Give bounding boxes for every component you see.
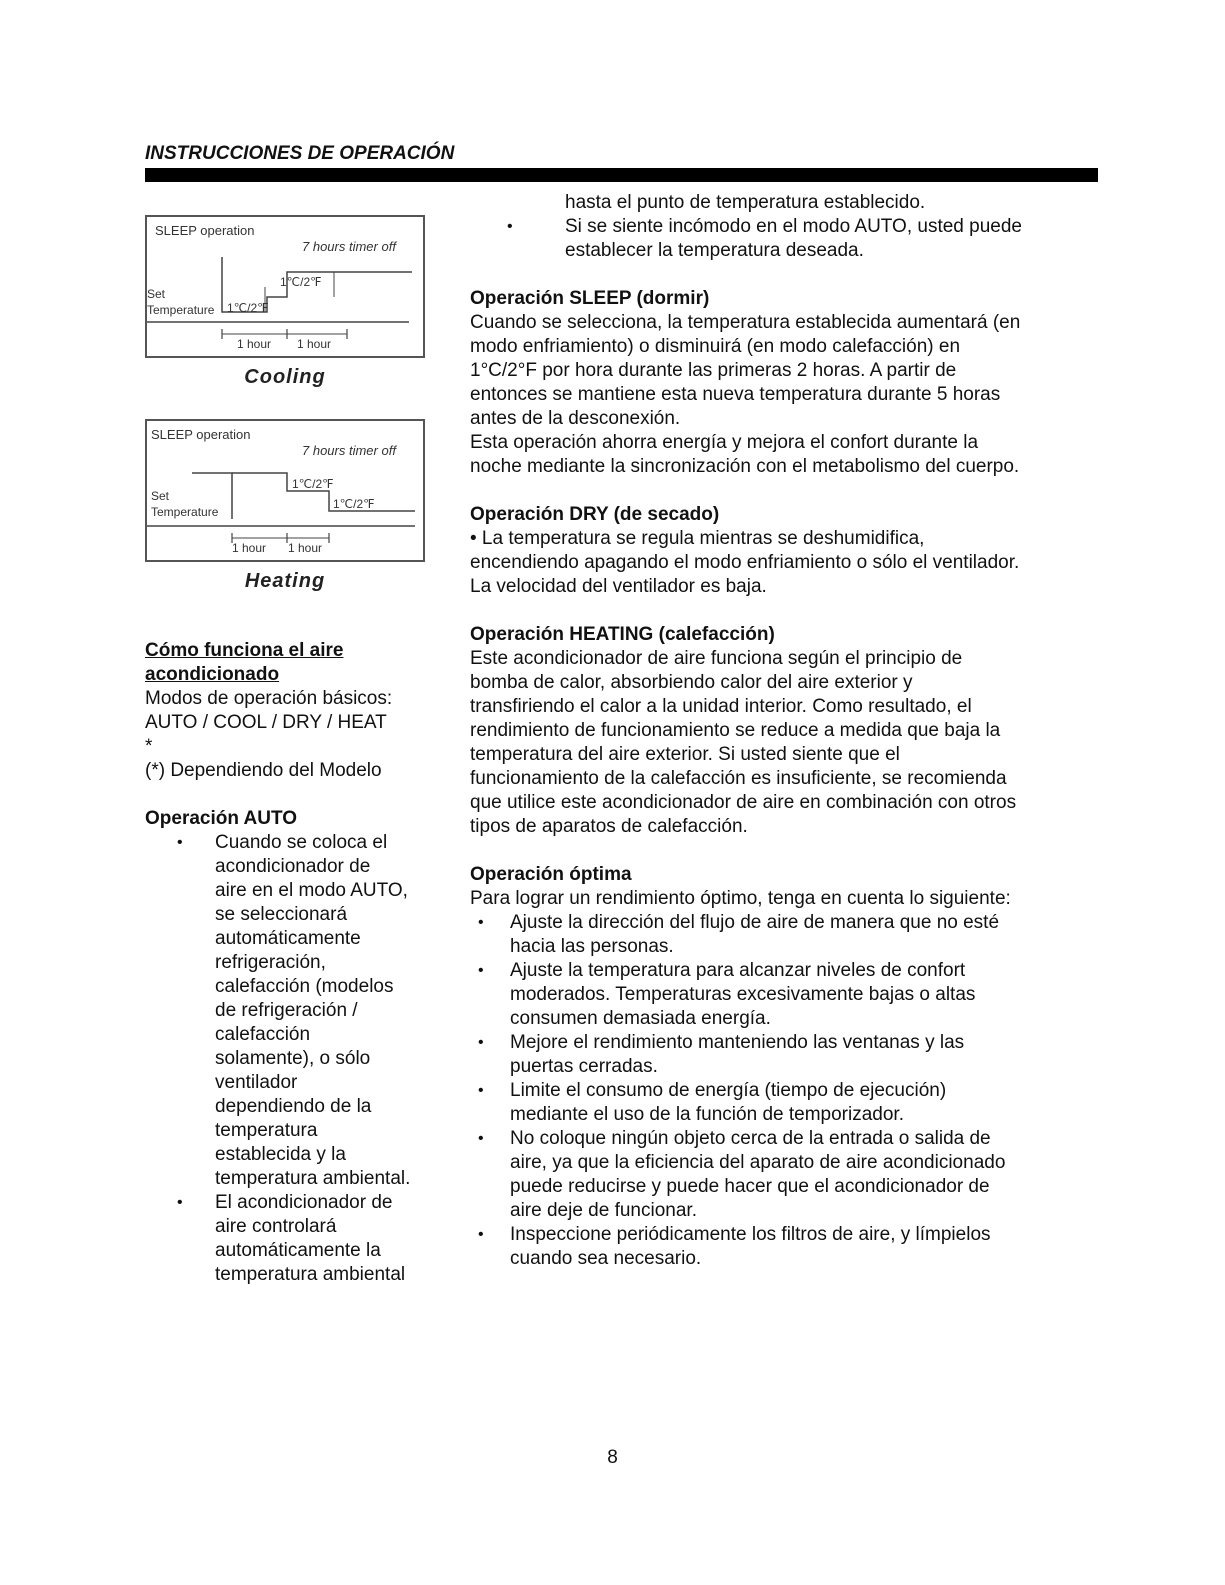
text-line: establecer la temperatura deseada. xyxy=(565,240,864,261)
text-line: temperatura ambiental. xyxy=(215,1168,411,1189)
text-line: dependiendo de la xyxy=(215,1096,372,1117)
text-block xyxy=(470,647,1100,839)
diagram-caption: Cooling xyxy=(244,366,326,388)
dry-heading: Operación DRY (de secado) xyxy=(470,504,720,525)
text-line: Cuando se coloca el xyxy=(215,832,388,853)
dry-section xyxy=(470,503,1100,599)
text-block xyxy=(510,959,1100,1031)
text-line: aire en el modo AUTO, xyxy=(215,880,408,901)
text-block xyxy=(510,1031,1100,1079)
diagram-caption: Heating xyxy=(244,570,326,592)
text-block xyxy=(215,1191,445,1287)
text-block xyxy=(510,1127,1100,1223)
text-line: automáticamente xyxy=(215,928,361,949)
text-line: Ajuste la temperatura para alcanzar niveles de confort xyxy=(510,960,966,981)
text-line: funcionamiento de la calefacción es insuficiente, se recomienda xyxy=(470,768,1007,789)
list-item: • Si se siente incómodo en el modo AUTO, usted puede establecer la temperatura deseada. xyxy=(470,215,1100,263)
optimal-bullet-list xyxy=(470,911,1100,1271)
text-line: rendimiento de funcionamiento se reduce a medida que baja la xyxy=(470,720,1001,741)
diagram-step-label: 1℃/2℉ xyxy=(292,477,334,491)
text-line: transfiriendo el calor a la unidad interior. Como resultado, el xyxy=(470,696,972,717)
list-item xyxy=(470,1079,1100,1127)
text-line: puede reducirse y puede hacer que el acondicionador de xyxy=(510,1176,990,1197)
text-line: Si se siente incómodo en el modo AUTO, usted puede xyxy=(565,216,1022,237)
text-line: 1°C/2°F por hora durante las primeras 2 horas. A partir de xyxy=(470,360,957,381)
text-line: antes de la desconexión. xyxy=(470,408,681,429)
text-line: modo enfriamiento) o disminuirá (en modo calefacción) en xyxy=(470,336,961,357)
list-item xyxy=(470,911,1100,959)
auto-section xyxy=(145,807,445,1287)
how-it-works-heading: Cómo funciona el aire xyxy=(145,640,344,661)
text-line: Esta operación ahorra energía y mejora el confort durante la xyxy=(470,432,979,453)
optimal-intro: Para lograr un rendimiento óptimo, tenga en cuenta lo siguiente: xyxy=(470,888,1011,909)
auto-heading: Operación AUTO xyxy=(145,808,298,829)
list-item: • Cuando se coloca el acondicionador de aire en el modo AUTO, se seleccionará automáticamente refrigeración, calefacción (modelos de refrigeración / calefacción solamente), o sólo ventilador dependiendo de la temperatura establecida y la temperatura ambiental. xyxy=(145,831,445,1191)
text-line: hacia las personas. xyxy=(510,936,674,957)
text-line: aire deje de funcionar. xyxy=(510,1200,697,1221)
text-line: acondicionador de xyxy=(215,856,371,877)
text-line: noche mediante la sincronización con el metabolismo del cuerpo. xyxy=(470,456,1020,477)
list-item xyxy=(470,1223,1100,1271)
text-line: de refrigeración / xyxy=(215,1000,358,1021)
diagram-step-label: 1℃/2℉ xyxy=(333,497,375,511)
text-block xyxy=(470,311,1100,479)
text-line: Cuando se selecciona, la temperatura establecida aumentará (en xyxy=(470,312,1021,333)
text-line: se seleccionará xyxy=(215,904,348,925)
modes-note: (*) Dependiendo del Modelo xyxy=(145,760,382,781)
optimal-heading: Operación óptima xyxy=(470,864,632,885)
text-line: consumen demasiada energía. xyxy=(510,1008,771,1029)
bullet-icon: • xyxy=(478,1226,484,1243)
text-line: establecida y la xyxy=(215,1144,346,1165)
text-line: calefacción xyxy=(215,1024,311,1045)
text-line: Ajuste la dirección del flujo de aire de manera que no esté xyxy=(510,912,1000,933)
text-block xyxy=(565,215,1100,263)
text-line: Limite el consumo de energía (tiempo de ejecución) xyxy=(510,1080,947,1101)
list-item: • El acondicionador de aire controlará automáticamente la temperatura ambiental xyxy=(145,1191,445,1287)
auto-continued-line: hasta el punto de temperatura establecido. xyxy=(565,192,926,213)
diagram-hour-label: 1 hour xyxy=(297,337,332,351)
header-rule xyxy=(145,168,1098,182)
text-line: que utilice este acondicionador de aire en combinación con otros xyxy=(470,792,1017,813)
modes-line: AUTO / COOL / DRY / HEAT xyxy=(145,712,387,733)
sleep-section xyxy=(470,287,1100,479)
bullet-icon: • xyxy=(478,1082,484,1099)
cooling-diagram xyxy=(145,215,425,358)
text-line: calefacción (modelos xyxy=(215,976,394,997)
modes-line: * xyxy=(145,736,153,757)
section-title: INSTRUCCIONES DE OPERACIÓN xyxy=(145,143,455,164)
text-line: temperatura ambiental xyxy=(215,1264,406,1285)
diagram-step-label: 1℃/2℉ xyxy=(280,275,322,289)
diagram-title: SLEEP operation xyxy=(151,427,251,442)
list-item xyxy=(470,1127,1100,1223)
text-line: automáticamente la xyxy=(215,1240,381,1261)
text-line: aire controlará xyxy=(215,1216,337,1237)
diagram-set-label: Set xyxy=(151,489,170,503)
text-line: mediante el uso de la función de temporizador. xyxy=(510,1104,904,1125)
diagram-hour-label: 1 hour xyxy=(237,337,272,351)
text-line: Mejore el rendimiento manteniendo las ventanas y las xyxy=(510,1032,965,1053)
diagram-hour-label: 1 hour xyxy=(232,541,267,555)
diagram-step-label: 1℃/2℉ xyxy=(227,301,269,315)
text-line: cuando sea necesario. xyxy=(510,1248,702,1269)
sleep-heading: Operación SLEEP (dormir) xyxy=(470,288,710,309)
modes-line: Modos de operación básicos: xyxy=(145,688,393,709)
diagram-set-label: Set xyxy=(147,287,166,301)
text-block xyxy=(470,527,1100,599)
text-line: moderados. Temperaturas excesivamente bajas o altas xyxy=(510,984,976,1005)
text-line: refrigeración, xyxy=(215,952,326,973)
text-block xyxy=(510,1079,1100,1127)
bullet-icon: • xyxy=(478,962,484,979)
text-block xyxy=(510,911,1100,959)
text-line: solamente), o sólo xyxy=(215,1048,371,1069)
text-line: puertas cerradas. xyxy=(510,1056,658,1077)
left-column xyxy=(145,215,445,1287)
text-line: entonces se mantiene esta nueva temperatura durante 5 horas xyxy=(470,384,1001,405)
how-it-works-section xyxy=(145,639,445,783)
text-line: encendiendo apagando el modo enfriamiento o sólo el ventilador. xyxy=(470,552,1020,573)
text-line: ventilador xyxy=(215,1072,298,1093)
auto-continued-bullet xyxy=(470,215,1100,263)
text-line: No coloque ningún objeto cerca de la entrada o salida de xyxy=(510,1128,991,1149)
bullet-icon: • xyxy=(478,1034,484,1051)
text-line: temperatura xyxy=(215,1120,318,1141)
optimal-section xyxy=(470,863,1100,1271)
text-line: aire, ya que la eficiencia del aparato de aire acondicionado xyxy=(510,1152,1006,1173)
auto-bullet-list xyxy=(145,831,445,1287)
text-line: bomba de calor, absorbiendo calor del aire exterior y xyxy=(470,672,913,693)
right-column xyxy=(470,191,1100,1271)
diagram-timer-label: 7 hours timer off xyxy=(302,239,396,254)
page-number: 8 xyxy=(607,1447,618,1468)
heating-heading: Operación HEATING (calefacción) xyxy=(470,624,775,645)
text-line: Este acondicionador de aire funciona según el principio de xyxy=(470,648,963,669)
text-line: tipos de aparatos de calefacción. xyxy=(470,816,748,837)
list-item xyxy=(470,1031,1100,1079)
how-it-works-heading: acondicionado xyxy=(145,664,280,685)
text-line: El acondicionador de xyxy=(215,1192,393,1213)
list-item xyxy=(470,959,1100,1031)
text-block xyxy=(510,1223,1100,1271)
bullet-icon: • xyxy=(478,914,484,931)
text-line: temperatura del aire exterior. Si usted siente que el xyxy=(470,744,900,765)
text-line: La velocidad del ventilador es baja. xyxy=(470,576,767,597)
heating-section xyxy=(470,623,1100,839)
bullet-icon: • xyxy=(478,1130,484,1147)
heating-diagram xyxy=(145,419,425,562)
diagram-hour-label: 1 hour xyxy=(288,541,323,555)
diagram-temperature-label: Temperature xyxy=(147,303,215,317)
diagram-title: SLEEP operation xyxy=(155,223,255,238)
diagram-temperature-label: Temperature xyxy=(151,505,219,519)
text-line: Inspeccione periódicamente los filtros de aire, y límpielos xyxy=(510,1224,991,1245)
diagram-timer-label: 7 hours timer off xyxy=(302,443,396,458)
text-line: • La temperatura se regula mientras se deshumidifica, xyxy=(470,528,925,549)
text-block xyxy=(215,831,445,1191)
